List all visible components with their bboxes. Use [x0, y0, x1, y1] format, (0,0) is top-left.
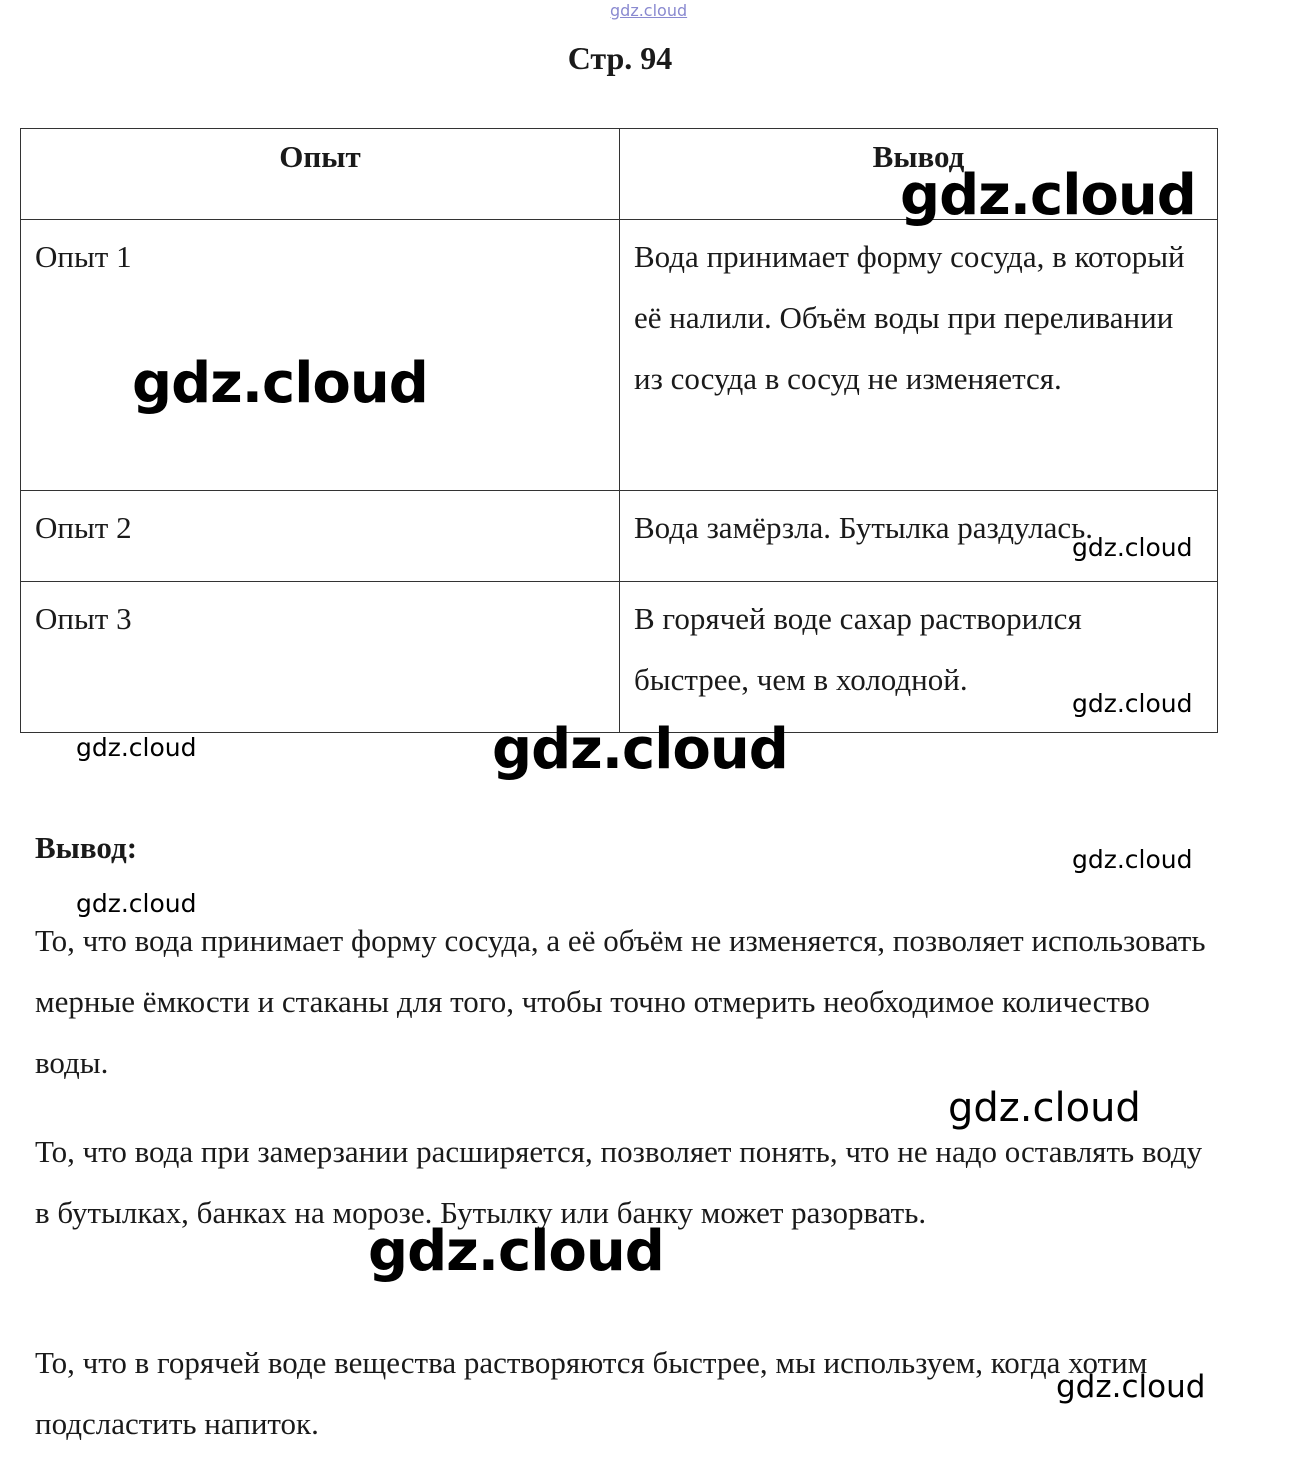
watermark: gdz.cloud	[492, 717, 788, 782]
watermark: gdz.cloud	[1072, 845, 1193, 874]
experiment-cell: Опыт 1	[21, 220, 620, 491]
watermark: gdz.cloud	[948, 1085, 1141, 1131]
result-cell: Вода замёрзла. Бутылка раздулась.	[620, 491, 1218, 582]
conclusion-paragraph: То, что в горячей воде вещества растворяются быстрее, мы используем, когда хотим подсластить напиток.	[35, 1345, 1148, 1441]
conclusion-title: Вывод:	[35, 830, 138, 865]
watermark: gdz.cloud	[76, 889, 197, 918]
conclusion-paragraph: То, что вода принимает форму сосуда, а её объём не изменяется, позволяет использовать мерные ёмкости и стаканы для того, чтобы точно отмерить необходимое количество воды.	[35, 923, 1206, 1080]
header-experiment: Опыт	[21, 129, 620, 220]
watermark: gdz.cloud	[132, 351, 428, 416]
watermark: gdz.cloud	[1072, 533, 1193, 562]
watermark: gdz.cloud	[1072, 689, 1193, 718]
experiment-cell: Опыт 2	[21, 491, 620, 582]
table-row	[21, 491, 1218, 582]
watermark: gdz.cloud	[368, 1219, 664, 1284]
page-title: Стр. 94	[567, 40, 673, 76]
result-cell: Вода принимает форму сосуда, в который её налили. Объём воды при переливании из сосуда в сосуд не изменяется.	[620, 220, 1218, 491]
table-row	[21, 582, 1218, 733]
watermark: gdz.cloud	[900, 163, 1196, 228]
result-cell: В горячей воде сахар растворился быстрее, чем в холодной.	[620, 582, 1218, 733]
watermark: gdz.cloud	[76, 733, 197, 762]
experiment-cell: Опыт 3	[21, 582, 620, 733]
watermark: gdz.cloud	[1056, 1369, 1206, 1405]
watermark-top: gdz.cloud	[610, 1, 688, 20]
conclusion-paragraph: То, что вода при замерзании расширяется, позволяет понять, что не надо оставлять воду в бутылках, банках на морозе. Бутылку или банку может разорвать.	[35, 1134, 1203, 1230]
header-result: Вывод	[620, 129, 1218, 220]
